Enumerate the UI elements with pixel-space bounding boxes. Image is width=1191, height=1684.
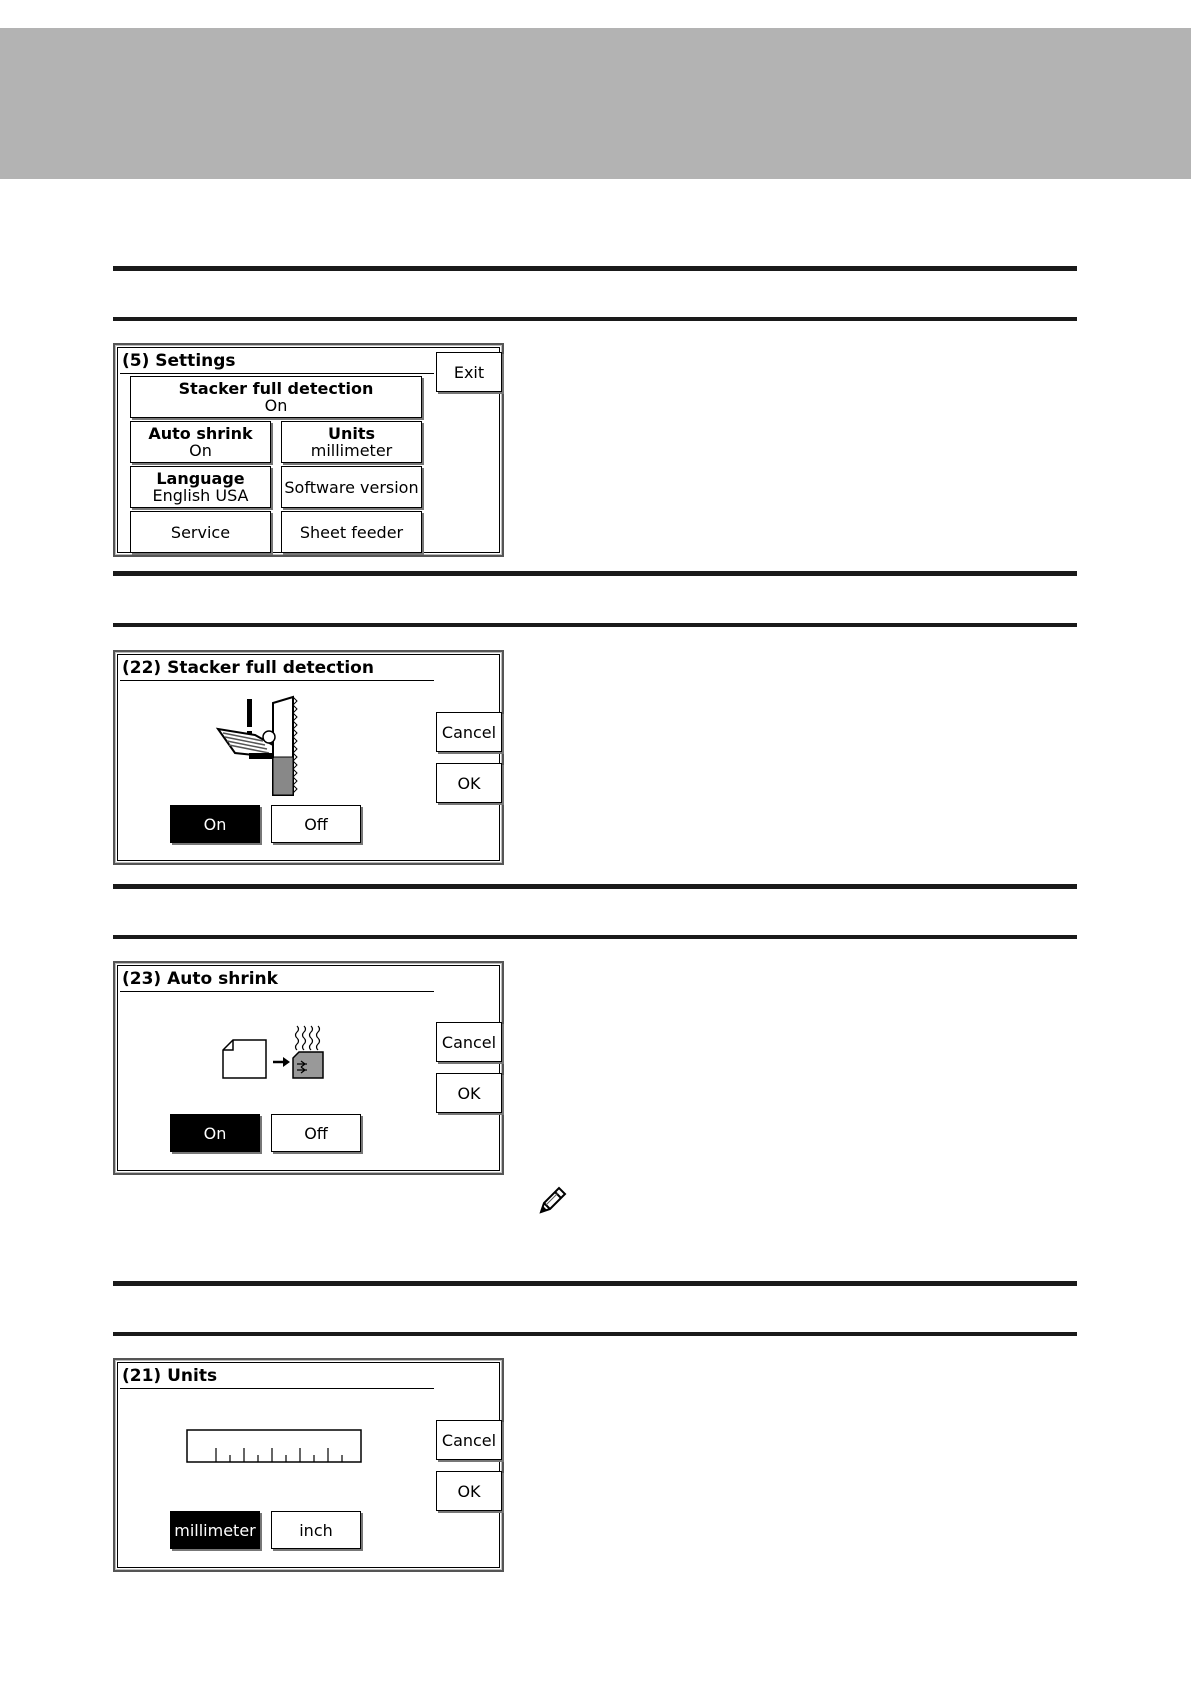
ok-button[interactable]: OK xyxy=(436,1471,502,1511)
section-rule xyxy=(113,1332,1077,1336)
panel-title: (22) Stacker full detection xyxy=(122,658,374,678)
ruler-illustration xyxy=(186,1429,362,1465)
software-version-button[interactable] xyxy=(281,466,422,508)
stacker-full-detection-panel xyxy=(113,650,504,865)
button-label: Sheet feeder xyxy=(299,522,404,542)
section-rule xyxy=(113,317,1077,321)
panel-title: (5) Settings xyxy=(122,351,236,371)
section-rule xyxy=(113,623,1077,627)
section-rule xyxy=(113,935,1077,939)
inch-button[interactable]: inch xyxy=(271,1511,361,1549)
service-button[interactable] xyxy=(130,511,271,553)
cancel-button[interactable]: Cancel xyxy=(436,1420,502,1460)
off-button[interactable]: Off xyxy=(271,1114,361,1152)
panel-title: (23) Auto shrink xyxy=(122,969,278,989)
section-rule xyxy=(113,884,1077,889)
title-underline xyxy=(120,991,434,992)
button-value: millimeter xyxy=(310,441,393,460)
language-button[interactable] xyxy=(130,466,271,508)
section-rule xyxy=(113,1281,1077,1286)
button-value: On xyxy=(264,396,288,415)
auto-shrink-button[interactable] xyxy=(130,421,271,463)
on-button[interactable]: On xyxy=(170,1114,260,1152)
cancel-button[interactable]: Cancel xyxy=(436,1022,502,1062)
millimeter-button[interactable]: millimeter xyxy=(170,1511,260,1549)
button-value: English USA xyxy=(152,486,249,505)
title-underline xyxy=(120,373,434,374)
stacker-full-illustration xyxy=(213,691,313,801)
sheet-feeder-button[interactable] xyxy=(281,511,422,553)
exit-button[interactable]: Exit xyxy=(436,352,502,392)
header-band xyxy=(0,28,1191,179)
pencil-note-icon xyxy=(535,1184,569,1218)
ok-button[interactable]: OK xyxy=(436,763,502,803)
button-label: Software version xyxy=(284,477,419,497)
cancel-button[interactable]: Cancel xyxy=(436,712,502,752)
settings-panel xyxy=(113,343,504,557)
off-button[interactable]: Off xyxy=(271,805,361,843)
on-button[interactable]: On xyxy=(170,805,260,843)
button-label: Auto shrink xyxy=(148,424,253,443)
title-underline xyxy=(120,1388,434,1389)
panel-title: (21) Units xyxy=(122,1366,218,1386)
ok-button[interactable]: OK xyxy=(436,1073,502,1113)
button-label: Stacker full detection xyxy=(178,379,374,398)
auto-shrink-illustration xyxy=(213,1024,333,1088)
units-panel xyxy=(113,1358,504,1572)
button-value: On xyxy=(189,441,212,460)
button-label: Service xyxy=(170,522,231,542)
title-underline xyxy=(120,680,434,681)
button-label: Language xyxy=(156,469,245,488)
section-rule xyxy=(113,571,1077,576)
button-label: Units xyxy=(327,424,376,443)
auto-shrink-panel xyxy=(113,961,504,1175)
section-rule xyxy=(113,266,1077,271)
units-button[interactable] xyxy=(281,421,422,463)
stacker-full-detection-button[interactable] xyxy=(130,376,422,418)
